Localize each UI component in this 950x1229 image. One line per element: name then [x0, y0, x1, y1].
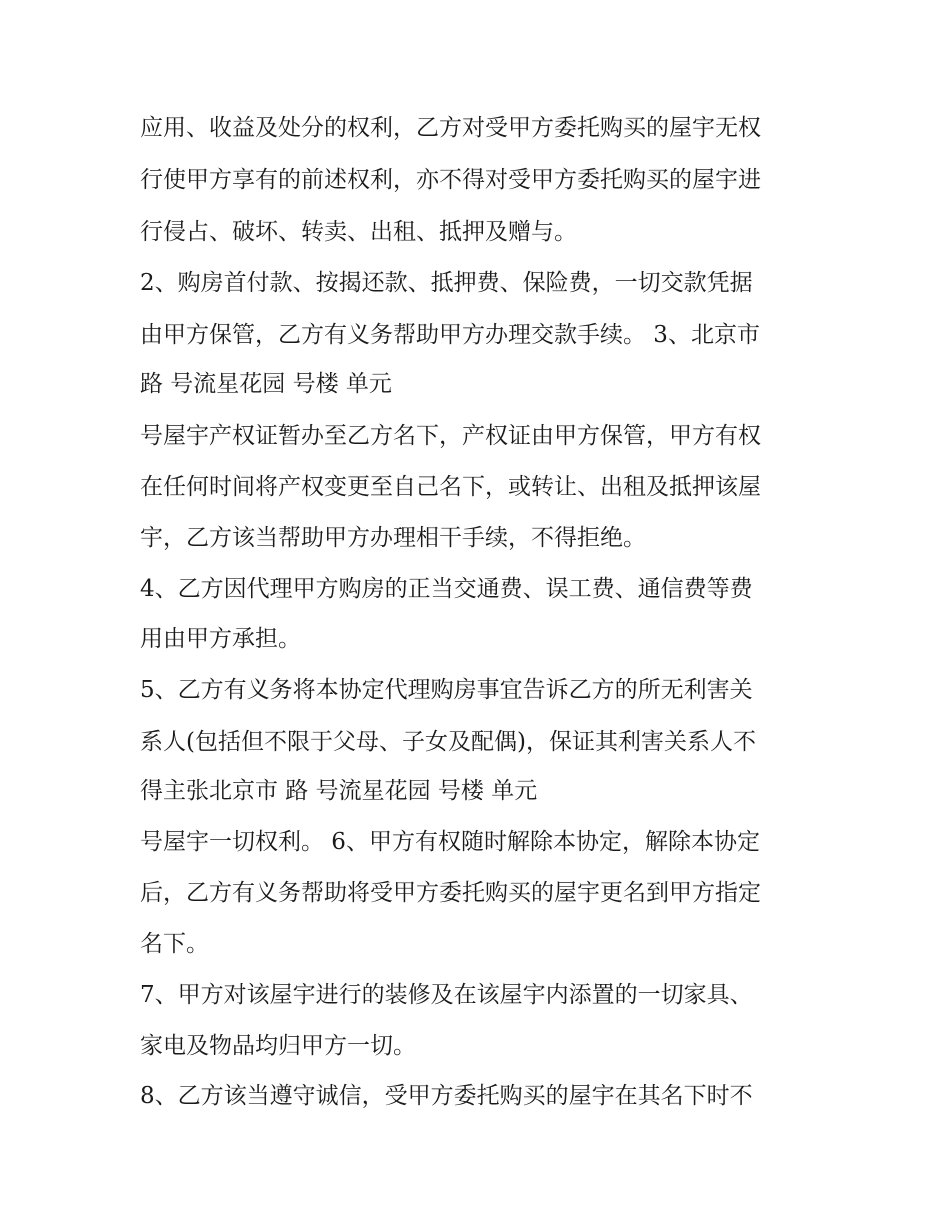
text-line: 号屋宇产权证暂办至乙方名下，产权证由甲方保管，甲方有权: [140, 423, 761, 449]
text-line: 2、购房首付款、按揭还款、抵押费、保险费，一切交款凭据: [140, 270, 753, 296]
text-line: 8、乙方该当遵守诚信，受甲方委托购买的屋宇在其名下时不: [140, 1083, 753, 1109]
text-line: 路 号流星花园 号楼 单元: [140, 371, 392, 397]
text-line: 系人(包括但不限于父母、子女及配偶)，保证其利害关系人不: [140, 729, 756, 755]
text-line: 应用、收益及处分的权利，乙方对受甲方委托购买的屋宇无权: [140, 115, 761, 141]
text-line: 由甲方保管，乙方有义务帮助甲方办理交款手续。 3、北京市: [140, 322, 760, 348]
text-line: 7、甲方对该屋宇进行的装修及在该屋宇内添置的一切家具、: [140, 982, 753, 1008]
text-line: 用由甲方承担。: [140, 626, 301, 652]
text-line: 在任何时间将产权变更至自己名下，或转让、出租及抵押该屋: [140, 474, 761, 500]
text-line: 后，乙方有义务帮助将受甲方委托购买的屋宇更名到甲方指定: [140, 880, 761, 906]
text-line: 名下。: [140, 931, 209, 957]
text-line: 宇，乙方该当帮助甲方办理相干手续，不得拒绝。: [140, 525, 646, 551]
text-line: 号屋宇一切权利。 6、甲方有权随时解除本协定，解除本协定: [140, 829, 760, 855]
text-line: 行使甲方享有的前述权利，亦不得对受甲方委托购买的屋宇进: [140, 167, 761, 193]
text-line: 5、乙方有义务将本协定代理购房事宜告诉乙方的所无利害关: [140, 677, 753, 703]
text-line: 家电及物品均归甲方一切。: [140, 1033, 416, 1059]
text-line: 行侵占、破坏、转卖、出租、抵押及赠与。: [140, 219, 577, 245]
text-line: 得主张北京市 路 号流星花园 号楼 单元: [140, 778, 538, 804]
text-line: 4、乙方因代理甲方购房的正当交通费、误工费、通信费等费: [140, 576, 753, 602]
